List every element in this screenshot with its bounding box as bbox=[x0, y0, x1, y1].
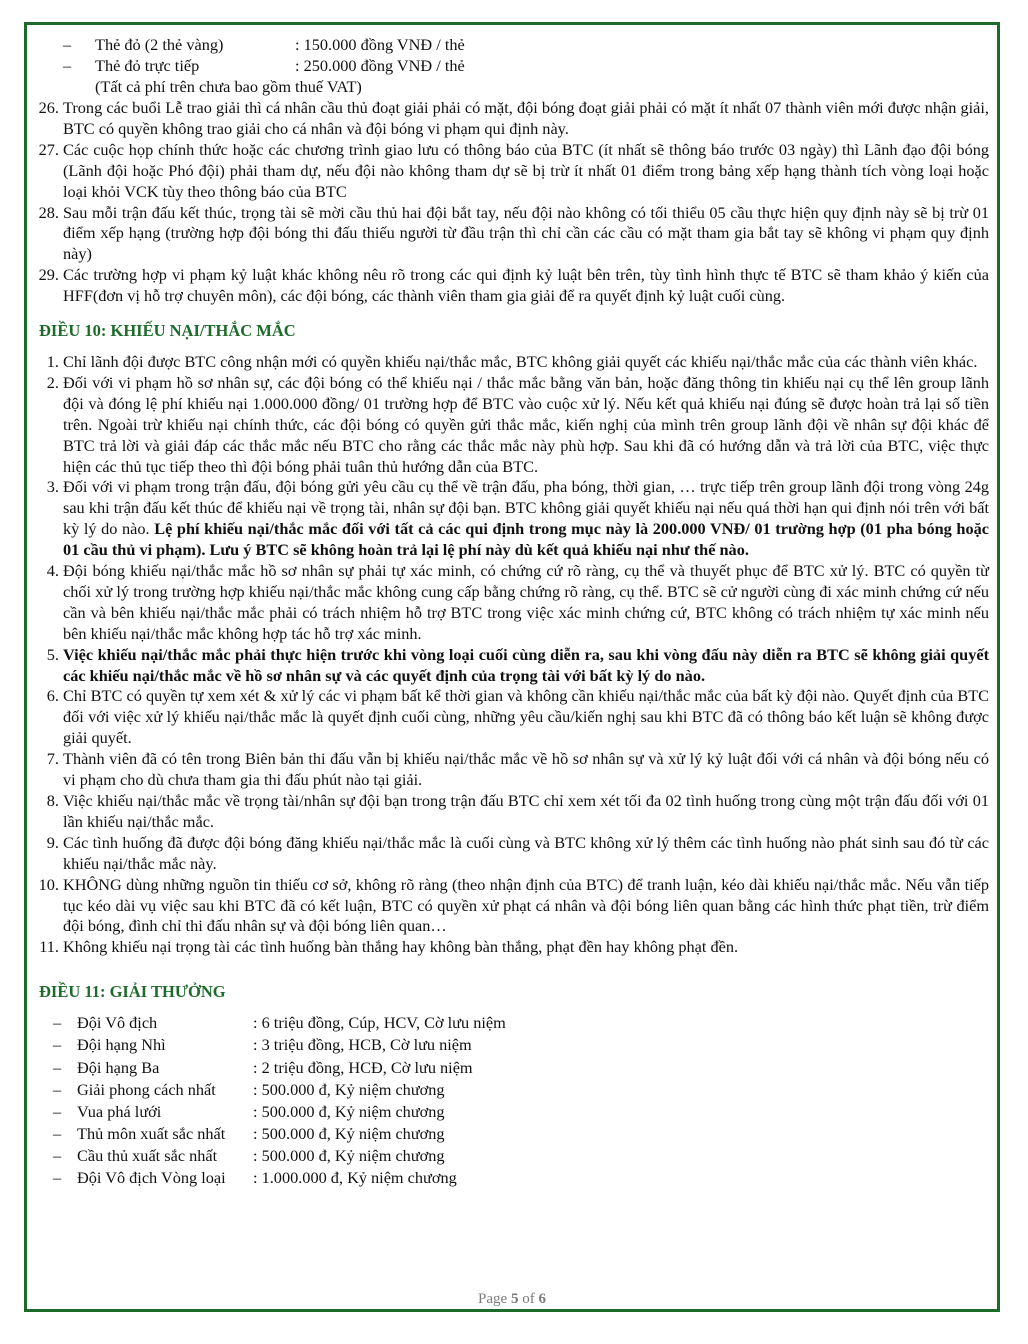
item-text: Đối với vi phạm trong trận đấu, đội bóng gửi yêu cầu cụ thể về trận đấu, pha bóng, thời gian, … trực tiếp trên group lãnh đội trong vòng 24g sau khi trận đấu kết thúc để khiếu nại về trọng tài, nhân sự đội bạn. BTC không giải quyết khiếu nại nếu quá thời hạn qui định nói trên với bất kỳ lý do nào. bbox=[63, 477, 989, 539]
list-item bbox=[39, 477, 989, 561]
list-item bbox=[39, 875, 989, 938]
item-number: 10. bbox=[38, 874, 59, 894]
list-item bbox=[39, 686, 989, 749]
prize-name: Đội hạng Nhì bbox=[77, 1035, 166, 1055]
prize-value: : 500.000 đ, Kỷ niệm chương bbox=[253, 1124, 445, 1144]
prize-name: Cầu thủ xuất sắc nhất bbox=[77, 1146, 218, 1166]
item-number: 1. bbox=[46, 351, 59, 371]
prize-row bbox=[39, 1168, 989, 1190]
fee-row bbox=[39, 56, 989, 77]
prize-row bbox=[39, 1035, 989, 1057]
item-number: 29. bbox=[38, 265, 59, 285]
list-item bbox=[39, 937, 989, 958]
prize-row bbox=[39, 1013, 989, 1035]
dash: – bbox=[63, 56, 72, 75]
dash: – bbox=[53, 1168, 62, 1188]
list-item bbox=[39, 352, 989, 373]
prize-row bbox=[39, 1080, 989, 1102]
list-item bbox=[39, 265, 989, 307]
item-text: Các tình huống đã được đội bóng đăng khiếu nại/thắc mắc là cuối cùng và BTC không xử lý thêm các tình huống nào phát sinh sau đó từ các khiếu nại/thắc mắc này. bbox=[63, 832, 989, 873]
fee-note: (Tất cả phí trên chưa bao gồm thuế VAT) bbox=[95, 77, 362, 96]
page-footer bbox=[27, 1291, 997, 1308]
list-item bbox=[39, 749, 989, 791]
prize-value: : 6 triệu đồng, Cúp, HCV, Cờ lưu niệm bbox=[253, 1013, 506, 1033]
prize-value: : 500.000 đ, Kỷ niệm chương bbox=[253, 1101, 445, 1121]
prize-value: : 2 triệu đồng, HCĐ, Cờ lưu niệm bbox=[253, 1057, 473, 1077]
section-heading: ĐIỀU 10: KHIẾU NẠI/THẮC MẮC bbox=[39, 321, 296, 341]
prize-name: Đội hạng Ba bbox=[77, 1057, 160, 1077]
list-item bbox=[39, 140, 989, 203]
prize-value: : 1.000.000 đ, Kỷ niệm chương bbox=[253, 1168, 457, 1188]
prize-name: Đội Vô địch Vòng loại bbox=[77, 1168, 226, 1188]
dash: – bbox=[53, 1101, 62, 1121]
footer-page-label: Page bbox=[478, 1291, 508, 1307]
fee-name: Thẻ đỏ (2 thẻ vàng) bbox=[95, 35, 224, 54]
item-number: 6. bbox=[46, 686, 59, 706]
item-number: 7. bbox=[46, 749, 59, 769]
item-text: Sau mỗi trận đấu kết thúc, trọng tài sẽ mời cầu thủ hai đội bắt tay, nếu đội nào không có tối thiểu 05 cầu thực hiện quy định này sẽ bị trừ 01 điểm xếp hạng (trường hợp đội bóng thi đấu thiếu người từ đầu trận thì chỉ cần các cầu có mặt tham gia bắt tay sẽ không vi phạm quy định này) bbox=[63, 202, 989, 264]
item-text: Thành viên đã có tên trong Biên bản thi đấu vẫn bị khiếu nại/thắc mắc về hồ sơ nhân sự và xử lý kỷ luật đối với cá nhân và đội bóng nếu có vi phạm cho dù chưa tham gia thi đấu phút nào tại giải. bbox=[63, 749, 989, 790]
prize-name: Giải phong cách nhất bbox=[77, 1079, 216, 1099]
item-text: Chỉ lãnh đội được BTC công nhận mới có quyền khiếu nại/thắc mắc, BTC không giải quyết các khiếu nại/thắc mắc của các thành viên khác. bbox=[63, 351, 978, 371]
list-item bbox=[39, 373, 989, 478]
item-number: 9. bbox=[46, 832, 59, 852]
item-text: Các cuộc họp chính thức hoặc các chương trình giao lưu có thông báo của BTC (ít nhất sẽ thông báo trước 03 ngày) thì Lãnh đạo đội bóng (Lãnh đội hoặc Phó đội) phải tham dự, nếu đội nào không tham dự sẽ bị trừ ít nhất 01 điểm trong bảng xếp hạng thành tích vòng loại hoặc loại khỏi VCK tùy theo thông báo của BTC bbox=[63, 139, 989, 201]
footer-page-total: 6 bbox=[538, 1291, 546, 1307]
list-item bbox=[39, 833, 989, 875]
rules-list bbox=[39, 98, 989, 307]
item-number: 2. bbox=[46, 372, 59, 392]
prize-row bbox=[39, 1124, 989, 1146]
fee-value: : 250.000 đồng VNĐ / thẻ bbox=[295, 56, 465, 75]
item-number: 26. bbox=[38, 98, 59, 117]
complaints-list bbox=[39, 352, 989, 958]
dash: – bbox=[53, 1146, 62, 1166]
document-body bbox=[39, 35, 989, 1191]
footer-of-label: of bbox=[522, 1291, 535, 1307]
prize-value: : 500.000 đ, Kỷ niệm chương bbox=[253, 1079, 445, 1099]
page-frame bbox=[24, 22, 1000, 1312]
item-number: 11. bbox=[39, 937, 59, 957]
prize-value: : 500.000 đ, Kỷ niệm chương bbox=[253, 1146, 445, 1166]
list-item bbox=[39, 791, 989, 833]
footer-page-number: 5 bbox=[510, 1291, 519, 1307]
prize-name: Đội Vô địch bbox=[77, 1013, 158, 1033]
item-text: Không khiếu nại trọng tài các tình huống bàn thắng hay không bàn thắng, phạt đền hay không phạt đền. bbox=[63, 937, 739, 957]
item-text: KHÔNG dùng những nguồn tin thiếu cơ sở, không rõ ràng (theo nhận định của BTC) để tranh luận, kéo dài khiếu nại/thắc mắc. Nếu vẫn tiếp tục kéo dài vụ việc sau khi BTC đã có kết luận, BTC có quyền xử phạt cá nhân và đội bóng liên quan bằng các hình thức phạt tiền, trừ điểm đội bóng, đình chỉ thi đấu nhân sự và đội bóng liên quan… bbox=[63, 874, 989, 936]
section-heading: ĐIỀU 11: GIẢI THƯỞNG bbox=[39, 982, 226, 1002]
item-text: Chỉ BTC có quyền tự xem xét & xử lý các vi phạm bất kể thời gian và không cần khiếu nại/thắc mắc của bất kỳ đội nào. Quyết định của BTC đối với việc xử lý khiếu nại/thắc mắc là quyết định cuối cùng, những yêu cầu/kiến nghị sau khi BTC đã có thông báo kết luận sẽ không được giải quyết. bbox=[63, 686, 989, 748]
prize-value: : 3 triệu đồng, HCB, Cờ lưu niệm bbox=[253, 1035, 472, 1055]
fee-name: Thẻ đỏ trực tiếp bbox=[95, 56, 200, 75]
prize-name: Vua phá lưới bbox=[77, 1101, 162, 1121]
dash: – bbox=[53, 1013, 62, 1033]
item-text: Việc khiếu nại/thắc mắc về trọng tài/nhân sự đội bạn trong trận đấu BTC chỉ xem xét tối đa 02 tình huống trong cùng một trận đấu đối với 01 lần khiếu nại/thắc mắc. bbox=[63, 791, 989, 831]
item-number: 5. bbox=[46, 644, 59, 664]
prize-row bbox=[39, 1058, 989, 1080]
item-text: Các trường hợp vi phạm kỷ luật khác không nêu rõ trong các qui định kỷ luật bên trên, tùy tình hình thực tế BTC sẽ tham khảo ý kiến của HFF(đơn vị hỗ trợ chuyên môn), các đội bóng, các thành viên tham gia giải để ra quyết định kỷ luật cuối cùng. bbox=[63, 265, 989, 306]
dash: – bbox=[53, 1124, 62, 1144]
prize-row bbox=[39, 1102, 989, 1124]
prize-row bbox=[39, 1146, 989, 1168]
list-item bbox=[39, 203, 989, 266]
item-number: 3. bbox=[46, 477, 59, 497]
fee-list bbox=[39, 35, 989, 98]
item-number: 4. bbox=[46, 561, 59, 581]
dash: – bbox=[53, 1079, 62, 1099]
item-text: Đội bóng khiếu nại/thắc mắc hồ sơ nhân sự phải tự xác minh, có chứng cứ rõ ràng, cụ thể và thuyết phục để BTC xử lý. BTC có quyền từ chối xử lý trong trường hợp khiếu nại/thắc mắc không cung cấp bằng chứng rõ ràng, cụ thể. BTC sẽ cử người cùng đi xác minh chứng cứ nếu cần và bên khiếu nại/thắc mắc phải có trách nhiệm hỗ trợ BTC trong việc xác minh chứng cứ, BTC không có trách nhiệm tự xác minh nếu bên khiếu nại/thắc mắc không hợp tác hỗ trợ xác minh. bbox=[63, 561, 989, 643]
list-item bbox=[39, 645, 989, 687]
fee-row bbox=[39, 35, 989, 56]
fee-value: : 150.000 đồng VNĐ / thẻ bbox=[295, 35, 465, 54]
list-item bbox=[39, 98, 989, 140]
item-text: Trong các buổi Lễ trao giải thì cá nhân cầu thủ đoạt giải phải có mặt, đội bóng đoạt giải phải có mặt ít nhất 07 thành viên mới được nhận giải, BTC có quyền không trao giải cho cá nhân và đội bóng vi phạm qui định này. bbox=[63, 98, 989, 138]
list-item bbox=[39, 561, 989, 645]
item-number: 27. bbox=[38, 139, 59, 159]
prizes-list bbox=[39, 1013, 989, 1191]
item-bold-text: Lệ phí khiếu nại/thắc mắc đối với tất cả các qui định trong mục này là 200.000 VNĐ/ 01 trường hợp (01 pha bóng hoặc 01 cầu thủ vi phạm). Lưu ý BTC sẽ không hoàn trả lại lệ phí này dù kết quả khiếu nại như thế nào. bbox=[63, 519, 989, 560]
dash: – bbox=[53, 1057, 62, 1077]
prize-name: Thủ môn xuất sắc nhất bbox=[77, 1124, 226, 1144]
dash: – bbox=[53, 1035, 62, 1055]
item-number: 8. bbox=[46, 791, 59, 810]
item-text: Đối với vi phạm hồ sơ nhân sự, các đội bóng có thể khiếu nại / thắc mắc bằng văn bản, hoặc đăng thông tin khiếu nại cụ thể lên group lãnh đội và đóng lệ phí khiếu nại 1.000.000 đồng/ 01 trường hợp để BTC vào cuộc xử lý. Nếu kết quả khiếu nại đúng sẽ được hoàn trả lại số tiền trên. Ngoài trừ khiếu nại chính thức, các đội bóng có quyền gửi thắc mắc, kiến nghị của mình trên group lãnh đội về nhân sự đội khác để BTC trả lời và giải đáp các thắc mắc nếu BTC cho rằng các thắc mắc này phù hợp. Sau khi đã có hướng dẫn và trả lời của BTC, việc thực hiện các thủ tục tiếp theo thì đội bóng phải tuân thủ hướng dẫn của BTC. bbox=[63, 372, 989, 476]
item-number: 28. bbox=[38, 202, 59, 222]
item-bold-text: Việc khiếu nại/thắc mắc phải thực hiện trước khi vòng loại cuối cùng diễn ra, sau khi vòng đấu này diễn ra BTC sẽ không giải quyết các khiếu nại/thắc mắc về hồ sơ nhân sự và các quyết định của trọng tài với bất kỳ lý do nào. bbox=[63, 644, 989, 685]
dash: – bbox=[63, 35, 72, 54]
